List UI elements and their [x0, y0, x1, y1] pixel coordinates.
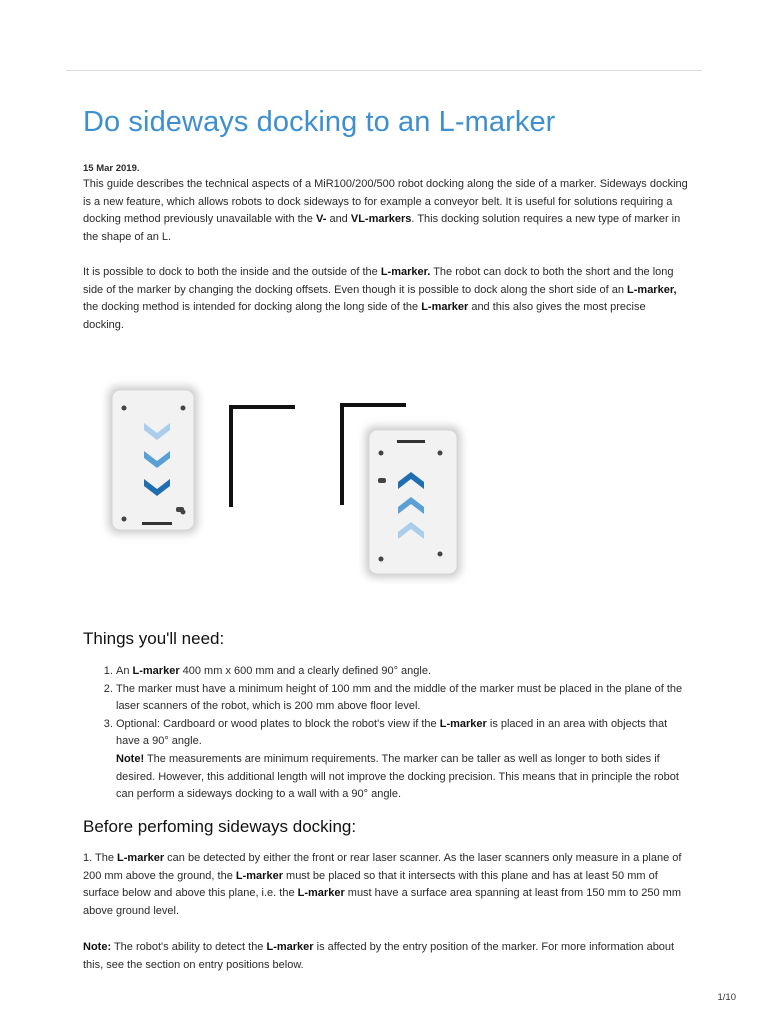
list-item: 2. The marker must have a minimum height of 100 mm and the middle of the marker must be placed in the plane of the laser scanners of the robot, which is 200 mm above floor level. — [116, 681, 689, 716]
note-paragraph: Note: The robot's ability to detect the L-marker is affected by the entry position of the marker. For more information about this, see the section on entry positions below. — [83, 941, 675, 971]
header-rule — [66, 70, 702, 71]
list-item: 3. Optional: Cardboard or wood plates to block the robot's view if the L-marker is placed in an area with objects that have a 90° angle. Note! The measurements are minimum requirements. The marker can be taller as well as longer to both sides if desired. However, this additional length will not improve the docking precision. This means that in principle the robot can perform a sideways docking to a wall with a 90° angle. — [116, 716, 689, 804]
l-marker-1 — [231, 407, 295, 507]
docking-illustration — [100, 376, 470, 586]
section-heading-needs: Things you'll need: — [83, 629, 225, 648]
robot-right — [365, 426, 461, 578]
robot-left — [108, 386, 198, 534]
date: 15 Mar 2019. — [83, 163, 140, 174]
requirements-list — [83, 663, 689, 804]
page-title: Do sideways docking to an L-marker — [83, 106, 556, 138]
list-item: 1. An L-marker 400 mm x 600 mm and a clearly defined 90° angle. — [116, 663, 689, 681]
section-heading-before: Before perfoming sideways docking: — [83, 817, 357, 836]
page-number: 1/10 — [717, 992, 736, 1003]
docking-paragraph: It is possible to dock to both the inside and the outside of the L-marker. The robot can dock to both the short and the long side of the marker by changing the docking offsets. Even though it is possible to dock along the short side of an L-marker, the docking method is intended for docking along the long side of the L-marker and this also gives the most precise docking. — [83, 266, 677, 331]
detection-paragraph: 1. The L-marker can be detected by either the front or rear laser scanner. As the laser scanners only measure in a plane of 200 mm above the ground, the L-marker must be placed so that it intersects with this plane and has at least 50 mm of surface below and above this plane, i.e. the L-marker must have a surface area spanning at least from 150 mm to 250 mm above ground level. — [83, 852, 682, 917]
note-label: Note! — [116, 752, 145, 765]
intro-paragraph: This guide describes the technical aspects of a MiR100/200/500 robot docking along the side of a marker. Sideways docking is a new feature, which allows robots to dock sideways to for example a conveyor belt. It is useful for solutions requiring a docking method previously unavailable with the V- and VL-markers. This docking solution requires a new type of marker in the shape of an L. — [83, 178, 688, 243]
